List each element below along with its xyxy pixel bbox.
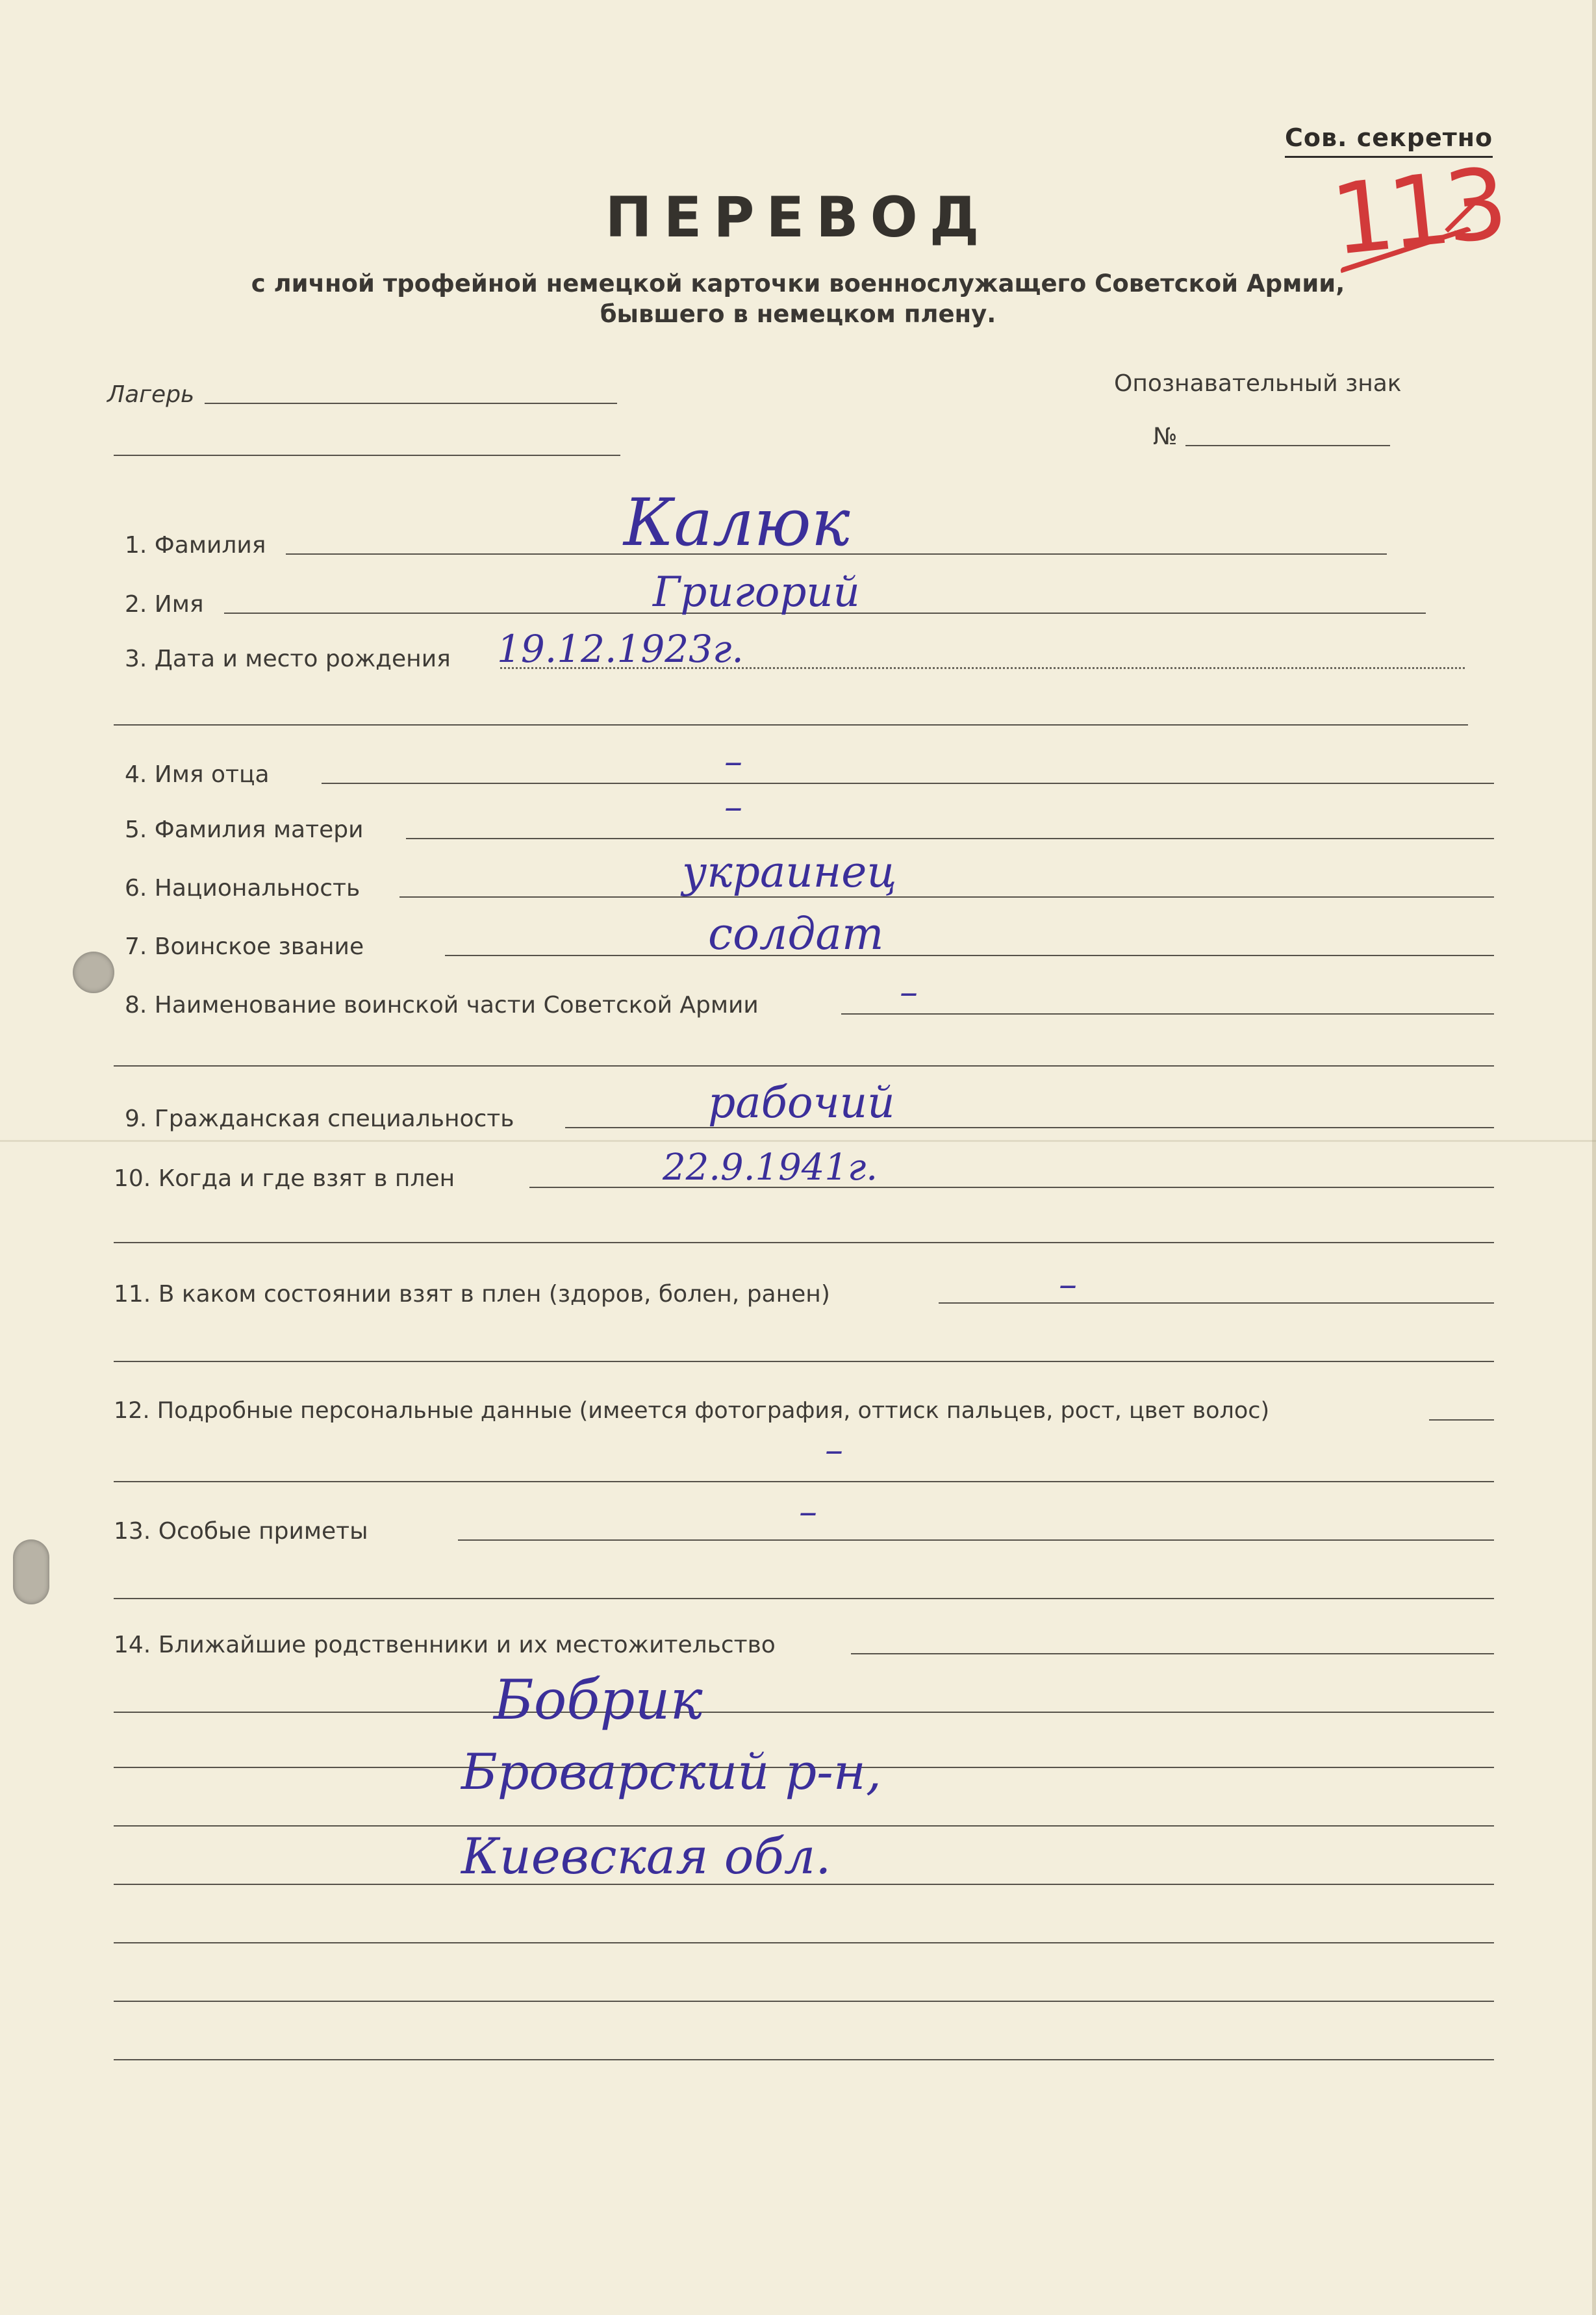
camp-line [205,403,617,404]
field-value-special-marks: – [799,1491,817,1533]
id-sign-label: Опознавательный знак [1114,370,1402,397]
field-value-civil-profession: рабочий [708,1078,895,1128]
relatives-line-7 [114,2059,1494,2060]
field-label-special-marks: 13. Особые приметы [114,1518,368,1545]
field-line-condition [939,1302,1494,1304]
field-line-special-marks-2 [114,1598,1494,1599]
field-label-father-name: 4. Имя отца [125,761,270,788]
field-label-nationality: 6. Национальность [125,875,361,902]
number-line [1185,445,1390,446]
page-title: ПЕРЕВОД [605,185,991,250]
fold-crease [0,1140,1596,1142]
field-value-first-name: Григорий [653,568,860,616]
relatives-address-line-1: Бобрик [494,1668,703,1732]
field-line-civil-profession [565,1127,1494,1128]
field-label-condition: 11. В каком состоянии взят в плен (здоров, болен, ранен) [114,1281,830,1308]
field-value-unit: – [900,971,918,1013]
field-label-rank: 7. Воинское звание [125,933,364,960]
subtitle-line-2: бывшего в немецком плену. [600,300,996,328]
field-line-father-name [322,783,1494,784]
field-line-rank [445,955,1494,956]
number-label: № [1153,424,1178,450]
field-line-special-marks [458,1539,1494,1541]
field-line-unit-2 [114,1065,1494,1067]
field-value-nationality: украинец [682,847,897,897]
field-label-birth: 3. Дата и место рождения [125,646,451,672]
field-line-personal-data-2 [114,1481,1494,1482]
field-value-rank: солдат [708,909,884,960]
relatives-line-3 [114,1825,1494,1827]
field-value-condition: – [1059,1263,1077,1306]
field-line-nationality [399,896,1494,898]
relatives-address-line-2: Броварский р-н, [461,1743,882,1801]
field-line-relatives [851,1653,1494,1654]
relatives-line-1 [114,1712,1494,1713]
field-label-relatives: 14. Ближайшие родственники и их местожительство [114,1632,776,1658]
field-line-unit [841,1013,1494,1015]
subtitle-line-1: с личной трофейной немецкой карточки военнослужащего Советской Армии, [251,270,1345,297]
camp-line-2 [114,455,620,456]
field-value-father-name: – [724,740,742,783]
field-line-birth-2 [114,724,1468,726]
field-value-captured: 22.9.1941г. [663,1146,878,1189]
camp-label: Лагерь [107,381,195,408]
classification-label: Сов. секретно [1285,123,1493,158]
relatives-line-6 [114,2001,1494,2002]
field-line-personal-data [1429,1419,1494,1421]
registry-stamp-number: 113 [1326,147,1508,278]
field-label-mother-surname: 5. Фамилия матери [125,816,364,843]
field-value-personal-data: – [825,1429,843,1471]
field-label-unit: 8. Наименование воинской части Советской Армии [125,992,759,1018]
punch-hole [73,952,114,993]
field-value-surname: Калюк [624,485,850,561]
field-line-captured-2 [114,1242,1494,1243]
field-line-mother-surname [406,838,1494,839]
punch-hole [13,1539,49,1604]
field-label-captured: 10. Когда и где взят в плен [114,1165,455,1192]
field-label-personal-data: 12. Подробные персональные данные (имеется фотография, оттиск пальцев, рост, цвет волос) [114,1398,1270,1424]
relatives-line-5 [114,1942,1494,1943]
field-line-condition-2 [114,1361,1494,1362]
field-label-civil-profession: 9. Гражданская специальность [125,1106,514,1132]
field-value-mother-surname: – [724,786,742,828]
field-label-surname: 1. Фамилия [125,532,266,559]
field-label-first-name: 2. Имя [125,591,204,618]
field-value-birth: 19.12.1923г. [497,627,744,671]
relatives-address-line-3: Киевская обл. [461,1827,831,1885]
